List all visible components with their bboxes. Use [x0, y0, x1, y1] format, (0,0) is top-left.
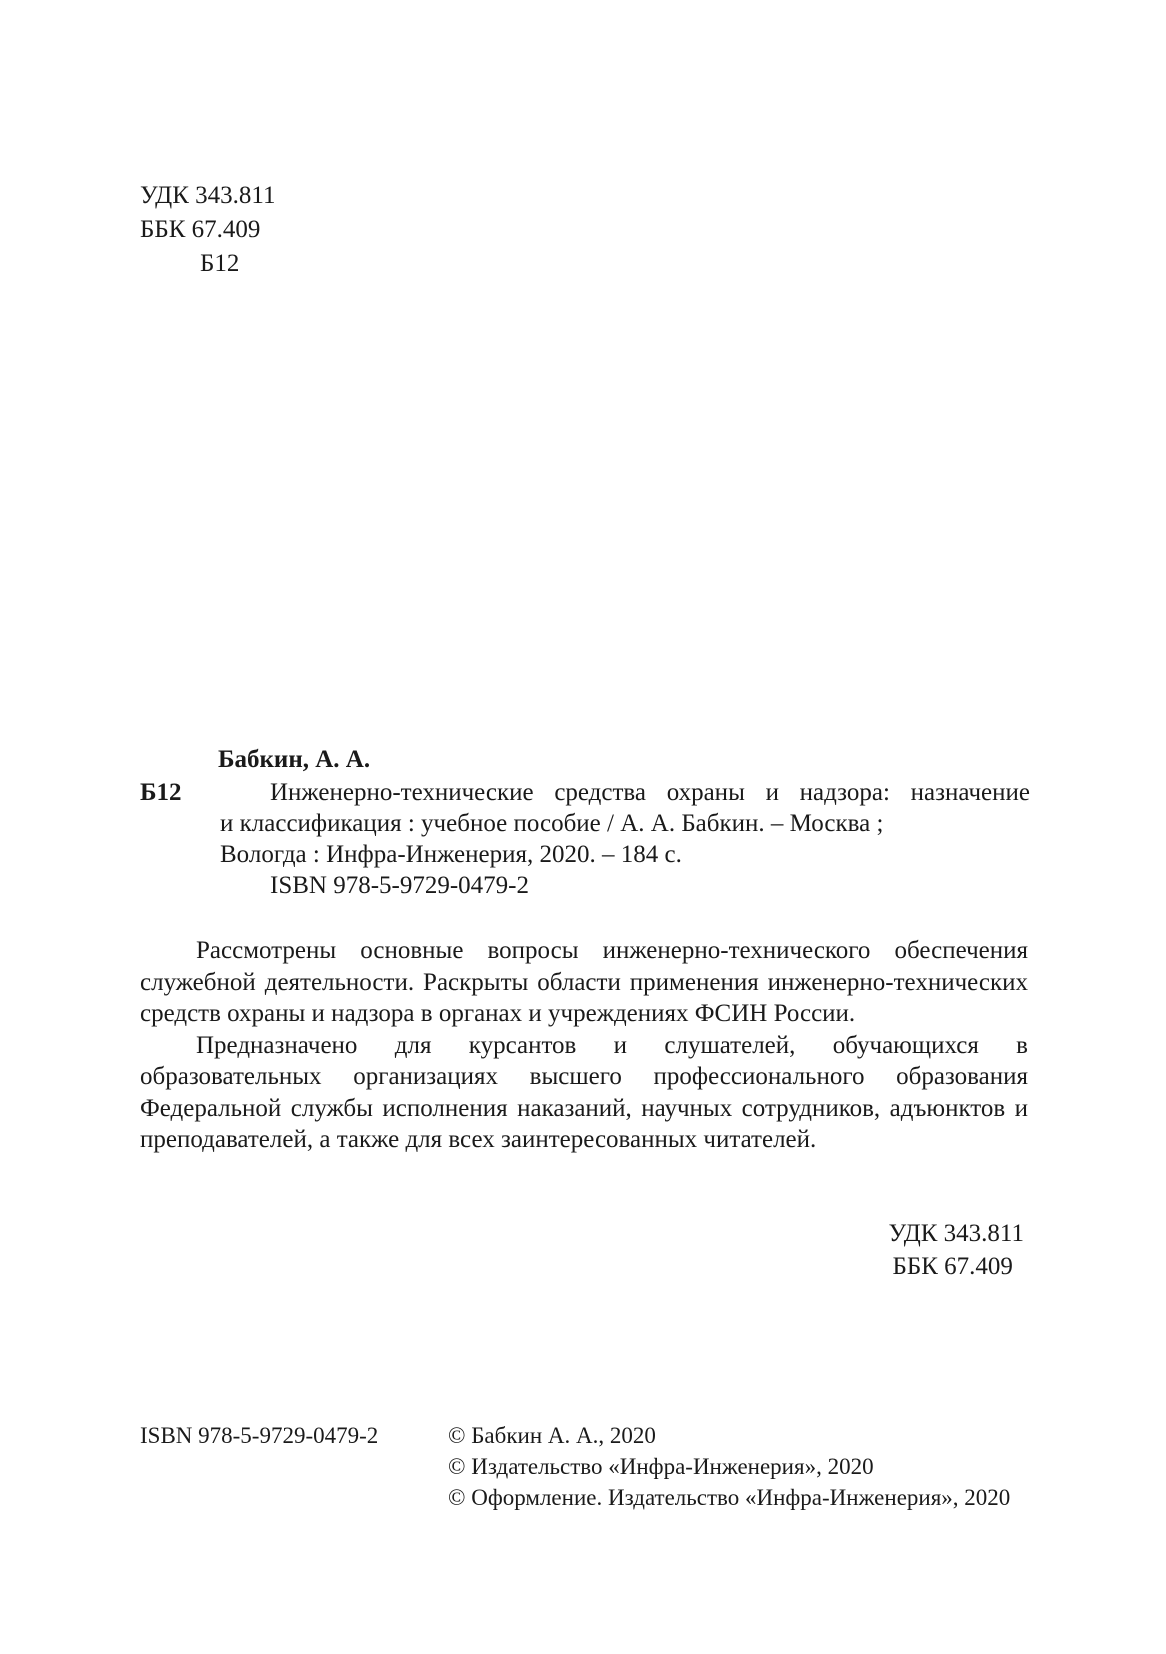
bbk-code-top: ББК 67.409: [140, 216, 261, 243]
copyright-author: © Бабкин А. А., 2020: [448, 1423, 656, 1448]
copyright-design: © Оформление. Издательство «Инфра-Инженерия», 2020: [448, 1485, 1011, 1510]
record-author-sign: Б12: [140, 779, 182, 806]
record-title-line-1: Инженерно-технические средства охраны и надзора: назначение: [270, 779, 1030, 806]
bbk-code-bottom: ББК 67.409: [892, 1253, 1013, 1280]
footer-isbn: ISBN 978-5-9729-0479-2: [140, 1423, 379, 1448]
author-sign-top: Б12: [200, 250, 240, 277]
record-author: Бабкин, А. А.: [218, 746, 371, 773]
annotation-paragraph-2: Предназначено для курсантов и слушателей, обучающихся в образовательных организациях высшего профессионального образования Федеральной службы исполнения наказаний, научных сотрудников, адъюнктов и преподавателей, а также для всех заинтересованных читателей.: [140, 1031, 1028, 1153]
record-title-line-2: и классификация : учебное пособие / А. А. Бабкин. – Москва ;: [220, 810, 884, 837]
annotation-paragraph-1: Рассмотрены основные вопросы инженерно-технического обеспечения служебной деятельности. Раскрыты области применения инженерно-технических средств охраны и надзора в органах и учреждениях ФСИН России.: [140, 937, 1028, 1027]
record-description: [220, 777, 1030, 901]
copyright-publisher: © Издательство «Инфра-Инженерия», 2020: [448, 1454, 874, 1479]
annotation: [140, 935, 1028, 1156]
record-isbn: ISBN 978-5-9729-0479-2: [270, 872, 530, 899]
bottom-classification-codes: [889, 1217, 1024, 1283]
record-title-line-3: Вологда : Инфра-Инженерия, 2020. – 184 с.: [220, 841, 682, 868]
udk-code-top: УДК 343.811: [140, 182, 276, 209]
copyright-block: [448, 1420, 1010, 1513]
udk-code-bottom: УДК 343.811: [888, 1220, 1024, 1247]
